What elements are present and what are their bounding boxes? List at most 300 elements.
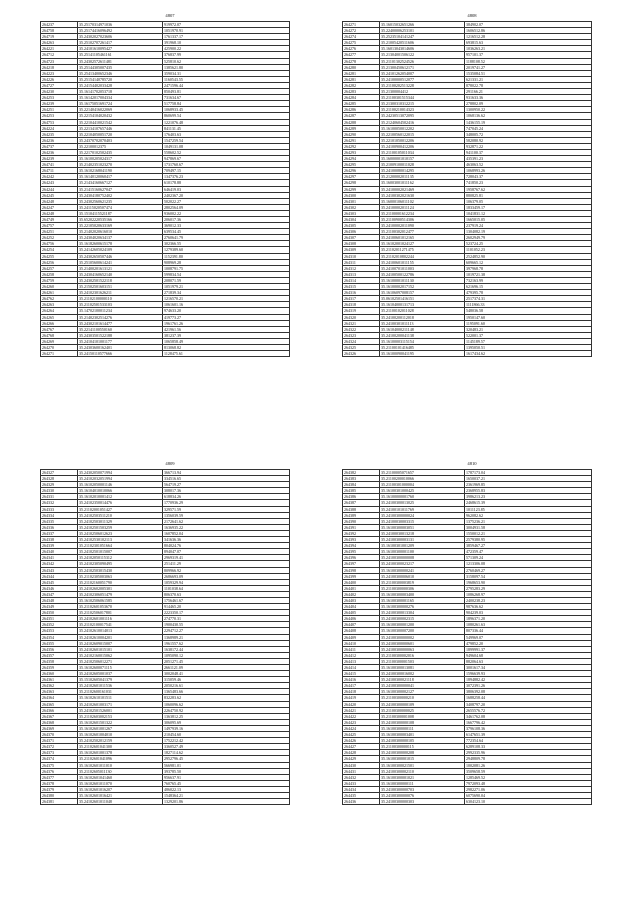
- coordinate-cell: 35.24102605001037: [78, 671, 163, 677]
- coordinate-cell: 35.21100300001503: [380, 658, 465, 664]
- coordinate-cell: 35.24102601003171: [78, 701, 163, 707]
- value-cell: 931633.36: [465, 95, 592, 101]
- value-cell: 391968.10: [163, 40, 290, 46]
- value-cell: 1051970.91: [163, 28, 290, 34]
- row-id-cell: 264301: [343, 198, 380, 204]
- coordinate-cell: 35.24100300000076: [380, 792, 465, 798]
- row-id-cell: 264263: [41, 40, 78, 46]
- coordinate-cell: 35.24102501526001: [78, 707, 163, 713]
- row-id-cell: 264320: [343, 314, 380, 320]
- coordinate-cell: 35.22170102502435: [78, 149, 163, 155]
- coordinate-cell: 35.21100301000004: [380, 482, 465, 488]
- value-cell: 271839.34: [163, 290, 290, 296]
- value-cell: 1395050.51: [465, 344, 592, 350]
- value-cell: 302366.55: [163, 241, 290, 247]
- value-cell: 860699.54: [163, 113, 290, 119]
- coordinate-cell: 35.24303600162401: [78, 344, 163, 350]
- value-cell: 1950147.60: [465, 314, 592, 320]
- row-id-cell: 264753: [41, 119, 78, 125]
- value-cell: 1497939.16: [163, 725, 290, 731]
- coordinate-cell: 35.24102503015430: [78, 567, 163, 573]
- row-id-cell: 264276: [343, 46, 380, 52]
- coordinate-cell: 35.21100001612234: [380, 210, 465, 216]
- coordinate-cell: 35.25174416096492: [78, 28, 163, 34]
- value-cell: 3461762.08: [465, 713, 592, 719]
- value-cell: 1761337.17: [163, 34, 290, 40]
- coordinate-cell: 35.21102011271475: [380, 247, 465, 253]
- value-cell: 947869.67: [163, 156, 290, 162]
- coordinate-cell: 35.16142017004334: [78, 95, 163, 101]
- row-id-cell: 264757: [41, 223, 78, 229]
- value-cell: 2952796.45: [163, 756, 290, 762]
- value-cell: 1101052.23: [465, 247, 592, 253]
- coordinate-cell: 35.16102601011010: [78, 762, 163, 768]
- value-cell: 1899991.37: [465, 646, 592, 652]
- row-id-cell: 264352: [41, 622, 78, 628]
- coordinate-cell: 35.24154402033428: [78, 82, 163, 88]
- value-cell: 206017.36: [163, 217, 290, 223]
- coordinate-cell: 35.06102501416151: [380, 296, 465, 302]
- value-cell: 366713.94: [163, 470, 290, 476]
- coordinate-cell: 35.16102001024127: [380, 241, 465, 247]
- row-id-cell: 264339: [41, 543, 78, 549]
- coordinate-cell: 35.24302027023606: [78, 34, 163, 40]
- value-cell: 1617434.62: [465, 351, 592, 357]
- value-cell: 813068.82: [163, 344, 290, 350]
- coordinate-cell: 35.24100601011155: [380, 259, 465, 265]
- row-id-cell: 264253: [41, 113, 78, 119]
- value-cell: 1547259.54: [163, 137, 290, 143]
- value-cell: 106379.05: [465, 198, 592, 204]
- row-id-cell: 264340: [41, 549, 78, 555]
- coordinate-cell: 35.16100205024317: [78, 156, 163, 162]
- coordinate-cell: 35.24100000512077: [380, 76, 465, 82]
- value-cell: 334516.65: [163, 476, 290, 482]
- value-cell: 1665015.05: [465, 217, 592, 223]
- value-cell: 2402367.20: [163, 192, 290, 198]
- row-id-cell: 264287: [343, 113, 380, 119]
- coordinate-cell: 35.24100300000024: [380, 512, 465, 518]
- row-id-cell: 264390: [343, 518, 380, 524]
- row-id-cell: 264223: [41, 70, 78, 76]
- row-id-cell: 264417: [343, 683, 380, 689]
- value-cell: 1080261.63: [465, 622, 592, 628]
- coordinate-cell: 35.21102506017801: [78, 610, 163, 616]
- row-id-cell: 264244: [41, 186, 78, 192]
- row-id-cell: 264248: [41, 210, 78, 216]
- coordinate-cell: 35.16003001011162: [380, 180, 465, 186]
- coordinate-cell: 35.24100300000109: [380, 701, 465, 707]
- value-cell: 731634.67: [163, 95, 290, 101]
- coordinate-cell: 35.24100301011113: [380, 320, 465, 326]
- data-table: [40, 21, 290, 357]
- coordinate-cell: 35.24304020634137: [78, 235, 163, 241]
- row-id-cell: 264413: [343, 658, 380, 664]
- value-cell: 1329201.86: [163, 799, 290, 805]
- table-panel-4: [322, 460, 622, 900]
- value-cell: 1347376.23: [163, 174, 290, 180]
- row-id-cell: 264421: [343, 707, 380, 713]
- value-cell: 2294712.27: [163, 628, 290, 634]
- row-id-cell: 264353: [41, 628, 78, 634]
- coordinate-cell: 35.21402020616010: [78, 229, 163, 235]
- row-id-cell: 264380: [41, 792, 78, 798]
- row-id-cell: 264434: [343, 786, 380, 792]
- row-id-cell: 264322: [343, 326, 380, 332]
- coordinate-cell: 35.24230513072095: [380, 113, 465, 119]
- coordinate-cell: 35.16100300001200: [380, 622, 465, 628]
- coordinate-cell: 35.21100105011034: [380, 149, 465, 155]
- row-id-cell: 264296: [343, 168, 380, 174]
- value-cell: 1011123.85: [465, 506, 592, 512]
- coordinate-cell: 35.16102050001146: [78, 482, 163, 488]
- coordinate-cell: 35.22154104020432: [78, 113, 163, 119]
- row-id-cell: 264436: [343, 799, 380, 805]
- value-cell: 2948809.78: [465, 756, 592, 762]
- value-cell: 1019721.38: [465, 271, 592, 277]
- coordinate-cell: 35.16100003115154: [380, 338, 465, 344]
- value-cell: 1188108.52: [465, 58, 592, 64]
- row-id-cell: 264261: [41, 290, 78, 296]
- coordinate-cell: 35.24102305090495: [78, 561, 163, 567]
- row-id-cell: 264251: [41, 107, 78, 113]
- coordinate-cell: 35.16100300002127: [380, 689, 465, 695]
- row-id-cell: 264414: [343, 665, 380, 671]
- row-id-cell: 264393: [343, 537, 380, 543]
- row-id-cell: 264372: [41, 744, 78, 750]
- value-cell: 6289108.33: [465, 744, 592, 750]
- row-id-cell: 264403: [343, 597, 380, 603]
- coordinate-cell: 35.22104050051720: [78, 131, 163, 137]
- row-id-cell: 264350: [41, 610, 78, 616]
- coordinate-cell: 35.24102610014013: [78, 628, 163, 634]
- value-cell: 3004931.58: [465, 524, 592, 530]
- row-id-cell: 264258: [41, 271, 78, 277]
- value-cell: 1279389.60: [163, 247, 290, 253]
- value-cell: 2579380.95: [465, 537, 592, 543]
- value-cell: 599834.54: [163, 271, 290, 277]
- value-cell: 6147651.39: [465, 732, 592, 738]
- coordinate-cell: 35.24102160015062: [78, 652, 163, 658]
- value-cell: 1300950.22: [465, 107, 592, 113]
- row-id-cell: 264290: [343, 131, 380, 137]
- value-cell: 1304082.19: [465, 229, 592, 235]
- coordinate-cell: 35.24102306051479: [78, 591, 163, 597]
- coordinate-cell: 35.16106097008157: [380, 290, 465, 296]
- coordinate-cell: 35.24370702070403: [78, 137, 163, 143]
- row-id-cell: 264384: [343, 482, 380, 488]
- row-id-cell: 264367: [41, 713, 78, 719]
- value-cell: 381237.39: [163, 332, 290, 338]
- value-cell: 525810.62: [163, 58, 290, 64]
- coordinate-cell: 35.24102032051994: [78, 476, 163, 482]
- data-table: [342, 21, 592, 357]
- row-id-cell: 264379: [41, 786, 78, 792]
- row-id-cell: 264312: [343, 265, 380, 271]
- coordinate-cell: 35.24101610095427: [78, 46, 163, 52]
- value-cell: 549969.07: [465, 634, 592, 640]
- row-id-cell: 264278: [343, 58, 380, 64]
- panel-title: 4807: [165, 13, 175, 18]
- coordinate-cell: 35.16175051691724: [78, 101, 163, 107]
- row-id-cell: 264756: [41, 241, 78, 247]
- coordinate-cell: 35.16100301000425: [380, 488, 465, 494]
- row-id-cell: 264294: [343, 156, 380, 162]
- value-cell: 1688258.44: [465, 695, 592, 701]
- table-row: [343, 351, 592, 357]
- coordinate-cell: 35.22104410021542: [78, 119, 163, 125]
- coordinate-cell: 35.16102600071115: [78, 665, 163, 671]
- coordinate-cell: 35.21300450612171: [380, 64, 465, 70]
- row-id-cell: 264422: [343, 713, 380, 719]
- value-cell: 582080.92: [465, 137, 592, 143]
- row-id-cell: 264313: [343, 271, 380, 277]
- coordinate-cell: 35.16100300000241: [380, 567, 465, 573]
- coordinate-cell: 35.15104115521187: [78, 210, 163, 216]
- value-cell: 747045.24: [465, 125, 592, 131]
- coordinate-cell: 35.24102610004201: [78, 634, 163, 640]
- value-cell: 2686693.09: [163, 573, 290, 579]
- coordinate-cell: 35.24115020507474: [78, 204, 163, 210]
- value-cell: 369012.33: [163, 223, 290, 229]
- row-id-cell: 264269: [41, 338, 78, 344]
- coordinate-cell: 35.24100300000703: [380, 786, 465, 792]
- value-cell: 639534.45: [163, 229, 290, 235]
- value-cell: 3360527.49: [163, 744, 290, 750]
- row-id-cell: 264328: [41, 476, 78, 482]
- value-cell: 2655576.72: [465, 707, 592, 713]
- row-id-cell: 264343: [41, 567, 78, 573]
- row-id-cell: 264355: [41, 640, 78, 646]
- value-cell: 732163.99: [465, 277, 592, 283]
- value-cell: 832283.62: [163, 695, 290, 701]
- coordinate-cell: 35.25235104141247: [380, 34, 465, 40]
- row-id-cell: 264306: [343, 229, 380, 235]
- row-id-cell: 264271: [41, 351, 78, 357]
- value-cell: 804024.76: [163, 543, 290, 549]
- row-id-cell: 264230: [41, 89, 78, 95]
- row-id-cell: 264711: [41, 168, 78, 174]
- coordinate-cell: 35.24101262054007: [380, 70, 465, 76]
- value-cell: 1731760.67: [163, 162, 290, 168]
- coordinate-cell: 35.21400201613121: [78, 265, 163, 271]
- coordinate-cell: 35.16102601004010: [78, 732, 163, 738]
- row-id-cell: 264433: [343, 780, 380, 786]
- row-id-cell: 264404: [343, 604, 380, 610]
- row-id-cell: 264431: [343, 768, 380, 774]
- coordinate-cell: 35.16102601001378: [78, 750, 163, 756]
- row-id-cell: 264723: [41, 58, 78, 64]
- value-cell: 425900.22: [163, 46, 290, 52]
- row-id-cell: 264361: [41, 677, 78, 683]
- value-cell: 1041831.12: [465, 210, 592, 216]
- row-id-cell: 264420: [343, 701, 380, 707]
- coordinate-cell: 35.24100302021630: [380, 192, 465, 198]
- coordinate-cell: 35.21100900514306: [380, 217, 465, 223]
- coordinate-cell: 35.16100001011130: [380, 277, 465, 283]
- value-cell: 1068993.26: [465, 168, 592, 174]
- coordinate-cell: 35.24102502012159: [78, 738, 163, 744]
- coordinate-cell: 35.24100300000105: [380, 738, 465, 744]
- row-id-cell: 264299: [343, 186, 380, 192]
- coordinate-cell: 35.21100300001008: [380, 713, 465, 719]
- row-id-cell: 264326: [343, 351, 380, 357]
- row-id-cell: 264376: [41, 768, 78, 774]
- row-id-cell: 264311: [343, 259, 380, 265]
- row-id-cell: 264363: [41, 689, 78, 695]
- row-id-cell: 264364: [41, 695, 78, 701]
- value-cell: 548036.58: [465, 308, 592, 314]
- value-cell: 1008791.75: [163, 265, 290, 271]
- value-cell: 741850.23: [465, 180, 592, 186]
- value-cell: 1548364.21: [163, 792, 290, 798]
- row-id-cell: 264277: [343, 52, 380, 58]
- coordinate-cell: 35.24100300013304: [380, 610, 465, 616]
- value-cell: 1375236.21: [465, 518, 592, 524]
- coordinate-cell: 35.24100300000002: [380, 634, 465, 640]
- coordinate-cell: 35.16013043014606: [380, 46, 465, 52]
- row-id-cell: 264327: [41, 470, 78, 476]
- coordinate-cell: 35.16000001010157: [380, 156, 465, 162]
- value-cell: 1363812.25: [163, 713, 290, 719]
- value-cell: 646419.03: [163, 186, 290, 192]
- value-cell: 463063.52: [465, 162, 592, 168]
- row-id-cell: 264396: [343, 555, 380, 561]
- row-id-cell: 264762: [41, 296, 78, 302]
- row-id-cell: 264347: [41, 591, 78, 597]
- value-cell: 421961.56: [163, 326, 290, 332]
- coordinate-cell: 35.16102601016421: [78, 792, 163, 798]
- table-panel-3: [20, 460, 320, 900]
- row-id-cell: 264338: [41, 537, 78, 543]
- value-cell: 1216512.28: [465, 34, 592, 40]
- value-cell: 880825.81: [465, 192, 592, 198]
- value-cell: 806370.63: [163, 591, 290, 597]
- coordinate-cell: 35.24302560621235: [78, 198, 163, 204]
- coordinate-cell: 35.24100300002110: [380, 768, 465, 774]
- value-cell: 2471596.44: [163, 82, 290, 88]
- value-cell: 772354.64: [465, 738, 592, 744]
- value-cell: 1195091.60: [465, 320, 592, 326]
- row-id-cell: 264373: [41, 750, 78, 756]
- coordinate-cell: 35.24102350014476: [78, 500, 163, 506]
- coordinate-cell: 35.24100002011090: [380, 223, 465, 229]
- value-cell: 502022.27: [163, 198, 290, 204]
- value-cell: 522001.37: [465, 332, 592, 338]
- value-cell: 176403.63: [163, 131, 290, 137]
- coordinate-cell: 35.24304180752402: [78, 192, 163, 198]
- coordinate-cell: 35.21100300000210: [380, 695, 465, 701]
- coordinate-cell: 35.24100300013025: [380, 500, 465, 506]
- row-id-cell: 264275: [343, 40, 380, 46]
- value-cell: 393785.50: [163, 768, 290, 774]
- coordinate-cell: 35.24142605024109: [78, 247, 163, 253]
- value-cell: 3806392.08: [465, 689, 592, 695]
- coordinate-cell: 35.21102010802244: [380, 253, 465, 259]
- coordinate-cell: 35.22105020633169: [78, 223, 163, 229]
- coordinate-cell: 35.25154140785720: [78, 76, 163, 82]
- value-cell: 1961557.62: [163, 640, 290, 646]
- coordinate-cell: 35.22400006253101: [380, 28, 465, 34]
- row-id-cell: 264280: [343, 64, 380, 70]
- row-id-cell: 264332: [41, 500, 78, 506]
- coordinate-cell: 35.22100012375: [78, 143, 163, 149]
- coordinate-cell: 35.24102601011536: [78, 683, 163, 689]
- coordinate-cell: 35.21402351023270: [78, 162, 163, 168]
- coordinate-cell: 35.16102601016207: [78, 786, 163, 792]
- value-cell: 1535084.51: [465, 70, 592, 76]
- coordinate-cell: 35.21100101416485: [380, 344, 465, 350]
- row-id-cell: 264321: [343, 320, 380, 326]
- row-id-cell: 264226: [41, 76, 78, 82]
- row-id-cell: 264423: [343, 719, 380, 725]
- row-id-cell: 264407: [343, 622, 380, 628]
- coordinate-cell: 35.22140416022069: [78, 107, 163, 113]
- row-id-cell: 264362: [41, 683, 78, 689]
- value-cell: 320483.21: [465, 326, 592, 332]
- coordinate-cell: 35.21100102011028: [380, 308, 465, 314]
- value-cell: 936002.22: [163, 210, 290, 216]
- coordinate-cell: 35.24100300000041: [380, 683, 465, 689]
- value-cell: 949604.68: [465, 652, 592, 658]
- value-cell: 3001617.34: [465, 665, 592, 671]
- value-cell: 2468615.39: [465, 500, 592, 506]
- coordinate-cell: 35.14702100011234: [78, 308, 163, 314]
- coordinate-cell: 35.21502501603151: [78, 284, 163, 290]
- row-id-cell: 264399: [343, 573, 380, 579]
- value-cell: 7972093.48: [465, 780, 592, 786]
- value-cell: 208071.59: [163, 277, 290, 283]
- coordinate-cell: 35.24102506012623: [78, 530, 163, 536]
- row-id-cell: 264387: [343, 500, 380, 506]
- data-table: [342, 469, 592, 805]
- data-table: [40, 469, 290, 805]
- value-cell: 571309.24: [465, 555, 592, 561]
- value-cell: 2172641.62: [163, 518, 290, 524]
- value-cell: 486022.13: [163, 786, 290, 792]
- coordinate-cell: 35.24100002011124: [380, 204, 465, 210]
- value-cell: 850493.81: [163, 89, 290, 95]
- value-cell: 278802.09: [465, 101, 592, 107]
- value-cell: 618834.26: [163, 494, 290, 500]
- value-cell: 2992335.96: [465, 750, 592, 756]
- coordinate-cell: 35.24302650507446: [78, 253, 163, 259]
- value-cell: 2602949.79: [465, 235, 592, 241]
- coordinate-cell: 35.21102605011130: [78, 768, 163, 774]
- row-id-cell: 264374: [41, 756, 78, 762]
- coordinate-cell: 35.16102506061585: [78, 597, 163, 603]
- row-id-cell: 264245: [41, 192, 78, 198]
- row-id-cell: 264427: [343, 744, 380, 750]
- coordinate-cell: 35.16000106011102: [380, 198, 465, 204]
- value-cell: 904239.03: [465, 610, 592, 616]
- row-id-cell: 264377: [41, 774, 78, 780]
- coordinate-cell: 35.24100300006010: [380, 573, 465, 579]
- value-cell: 2400238.23: [465, 597, 592, 603]
- value-cell: 1638172.44: [163, 646, 290, 652]
- value-cell: 1606512.86: [465, 28, 592, 34]
- table-panel-1: [20, 12, 320, 452]
- value-cell: 1152391.80: [163, 253, 290, 259]
- row-id-cell: 264248: [41, 198, 78, 204]
- coordinate-cell: 35.16015032651266: [380, 22, 465, 28]
- coordinate-cell: 35.24102503011329: [78, 518, 163, 524]
- row-id-cell: 264242: [41, 174, 78, 180]
- value-cell: 1900430.55: [163, 622, 290, 628]
- coordinate-cell: 35.21101302524526: [380, 58, 465, 64]
- coordinate-cell: 35.16141702053718: [78, 89, 163, 95]
- coordinate-cell: 35.21100300000025: [380, 707, 465, 713]
